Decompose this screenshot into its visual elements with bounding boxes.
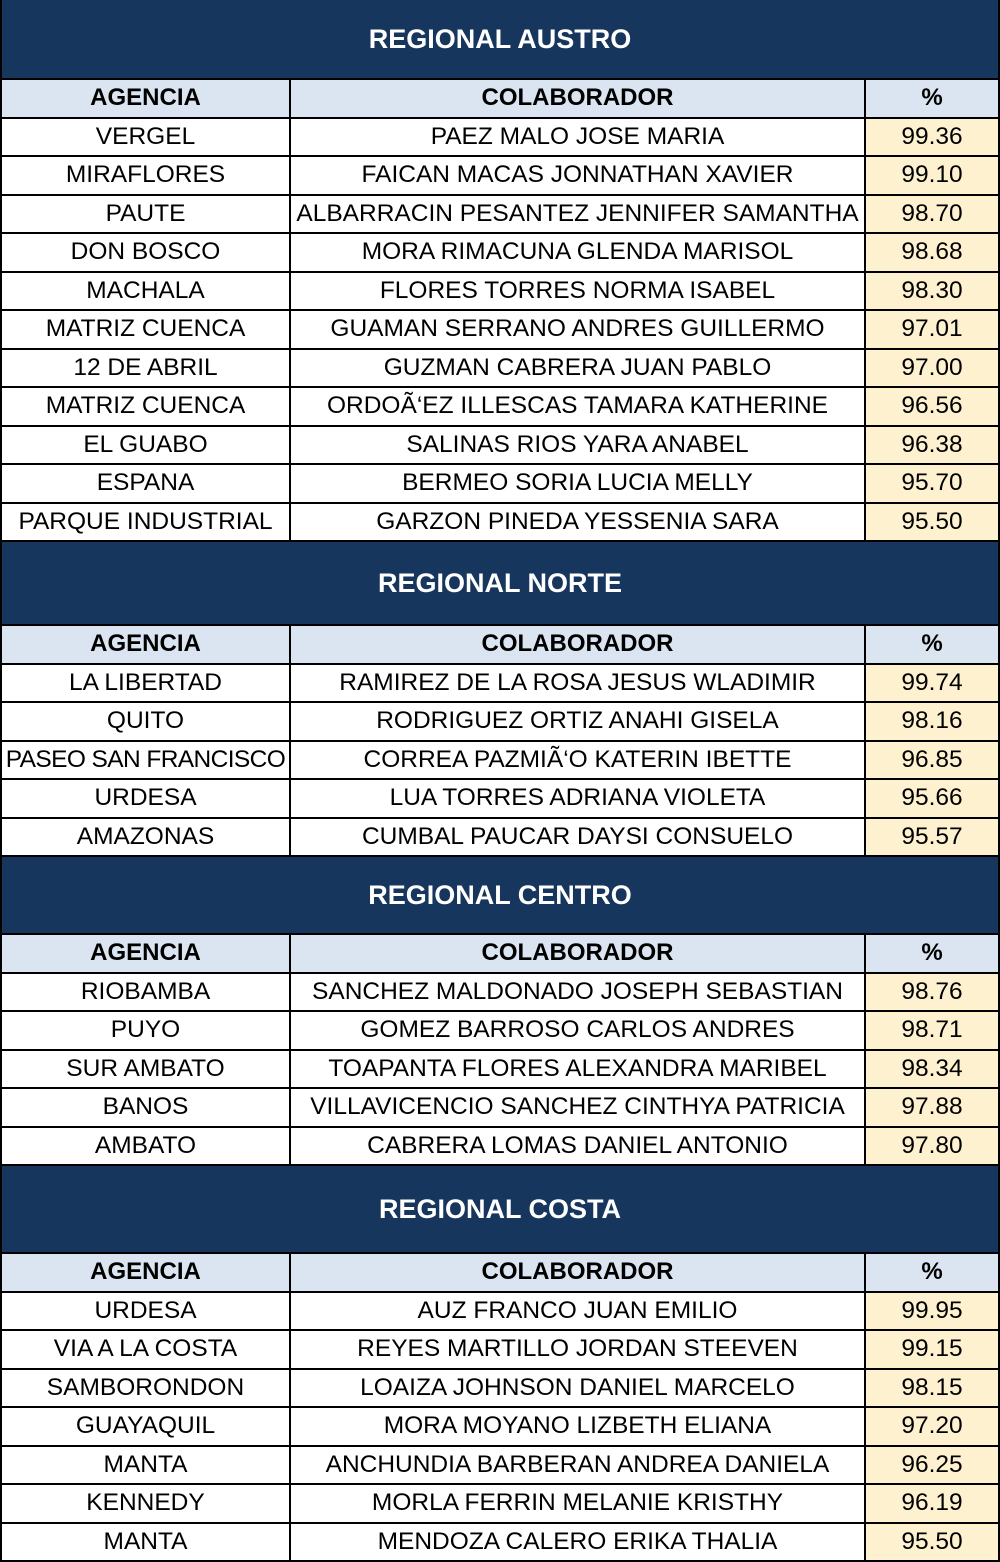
table-row: [2, 1089, 998, 1128]
table-row: [2, 1408, 998, 1447]
colaborador-cell: CUMBAL PAUCAR DAYSI CONSUELO: [291, 819, 866, 856]
agencia-header: AGENCIA: [2, 626, 291, 663]
percent-cell: 95.70: [866, 465, 998, 502]
percent-cell: 95.57: [866, 819, 998, 856]
colaborador-cell: VILLAVICENCIO SANCHEZ CINTHYA PATRICIA: [291, 1089, 866, 1126]
colaborador-cell: GARZON PINEDA YESSENIA SARA: [291, 504, 866, 541]
percent-header: %: [866, 1254, 998, 1291]
table-row: [2, 427, 998, 466]
colaborador-cell: REYES MARTILLO JORDAN STEEVEN: [291, 1331, 866, 1368]
colaborador-cell: AUZ FRANCO JUAN EMILIO: [291, 1293, 866, 1330]
agencia-cell: LA LIBERTAD: [2, 665, 291, 702]
percent-header: %: [866, 626, 998, 663]
table-row: [2, 388, 998, 427]
table-row: [2, 974, 998, 1013]
region-section: [2, 0, 998, 542]
table-header-row: [2, 935, 998, 974]
agencia-cell: DON BOSCO: [2, 234, 291, 271]
agencia-header: AGENCIA: [2, 935, 291, 972]
agencia-cell: PUYO: [2, 1012, 291, 1049]
percent-cell: 96.25: [866, 1447, 998, 1484]
percent-cell: 97.80: [866, 1128, 998, 1165]
colaborador-cell: ORDOÃ‘EZ ILLESCAS TAMARA KATHERINE: [291, 388, 866, 425]
table-row: [2, 703, 998, 742]
table-row: [2, 157, 998, 196]
agencia-cell: EL GUABO: [2, 427, 291, 464]
percent-cell: 99.10: [866, 157, 998, 194]
percent-cell: 96.85: [866, 742, 998, 779]
colaborador-cell: FLORES TORRES NORMA ISABEL: [291, 273, 866, 310]
percent-cell: 96.56: [866, 388, 998, 425]
table-row: [2, 1524, 998, 1562]
colaborador-cell: CABRERA LOMAS DANIEL ANTONIO: [291, 1128, 866, 1165]
percent-cell: 98.34: [866, 1051, 998, 1088]
agencia-cell: RIOBAMBA: [2, 974, 291, 1011]
table-header-row: [2, 1254, 998, 1293]
table-row: [2, 1293, 998, 1332]
agencia-cell: MANTA: [2, 1524, 291, 1561]
colaborador-header: COLABORADOR: [291, 626, 866, 663]
table-row: [2, 1051, 998, 1090]
table-row: [2, 1370, 998, 1409]
agencia-cell: PARQUE INDUSTRIAL: [2, 504, 291, 541]
colaborador-cell: CORREA PAZMIÃ‘O KATERIN IBETTE: [291, 742, 866, 779]
colaborador-cell: RODRIGUEZ ORTIZ ANAHI GISELA: [291, 703, 866, 740]
table-row: [2, 1485, 998, 1524]
agencia-cell: AMBATO: [2, 1128, 291, 1165]
agencia-cell: BANOS: [2, 1089, 291, 1126]
percent-cell: 98.71: [866, 1012, 998, 1049]
agencia-cell: QUITO: [2, 703, 291, 740]
table-row: [2, 196, 998, 235]
agencia-cell: AMAZONAS: [2, 819, 291, 856]
agencia-cell: MATRIZ CUENCA: [2, 311, 291, 348]
region-title: REGIONAL COSTA: [2, 1166, 998, 1254]
percent-cell: 98.16: [866, 703, 998, 740]
colaborador-cell: GUAMAN SERRANO ANDRES GUILLERMO: [291, 311, 866, 348]
colaborador-cell: GOMEZ BARROSO CARLOS ANDRES: [291, 1012, 866, 1049]
percent-cell: 99.36: [866, 119, 998, 156]
percent-cell: 98.15: [866, 1370, 998, 1407]
agencia-cell: MACHALA: [2, 273, 291, 310]
table-header-row: [2, 80, 998, 119]
colaborador-cell: TOAPANTA FLORES ALEXANDRA MARIBEL: [291, 1051, 866, 1088]
colaborador-cell: ALBARRACIN PESANTEZ JENNIFER SAMANTHA: [291, 196, 866, 233]
region-section: [2, 542, 998, 857]
agencia-cell: PAUTE: [2, 196, 291, 233]
percent-cell: 96.19: [866, 1485, 998, 1522]
colaborador-cell: MORA MOYANO LIZBETH ELIANA: [291, 1408, 866, 1445]
agencia-cell: MATRIZ CUENCA: [2, 388, 291, 425]
table-row: [2, 1128, 998, 1167]
table-header-row: [2, 626, 998, 665]
agencia-cell: ESPANA: [2, 465, 291, 502]
colaborador-header: COLABORADOR: [291, 935, 866, 972]
agencia-header: AGENCIA: [2, 1254, 291, 1291]
agencia-cell: MANTA: [2, 1447, 291, 1484]
colaborador-cell: SANCHEZ MALDONADO JOSEPH SEBASTIAN: [291, 974, 866, 1011]
table-row: [2, 819, 998, 858]
colaborador-header: COLABORADOR: [291, 1254, 866, 1291]
percent-cell: 95.66: [866, 780, 998, 817]
agencia-cell: SUR AMBATO: [2, 1051, 291, 1088]
region-section: [2, 1166, 998, 1562]
agencia-cell: GUAYAQUIL: [2, 1408, 291, 1445]
colaborador-cell: RAMIREZ DE LA ROSA JESUS WLADIMIR: [291, 665, 866, 702]
percent-cell: 95.50: [866, 1524, 998, 1561]
table-row: [2, 465, 998, 504]
table-row: [2, 350, 998, 389]
percent-cell: 98.30: [866, 273, 998, 310]
percent-cell: 99.95: [866, 1293, 998, 1330]
percent-cell: 97.00: [866, 350, 998, 387]
colaborador-cell: ANCHUNDIA BARBERAN ANDREA DANIELA: [291, 1447, 866, 1484]
agencia-cell: MIRAFLORES: [2, 157, 291, 194]
percent-cell: 98.70: [866, 196, 998, 233]
colaborador-cell: BERMEO SORIA LUCIA MELLY: [291, 465, 866, 502]
percent-cell: 95.50: [866, 504, 998, 541]
table-row: [2, 665, 998, 704]
region-title: REGIONAL CENTRO: [2, 857, 998, 935]
agencia-cell: 12 DE ABRIL: [2, 350, 291, 387]
table-row: [2, 1012, 998, 1051]
percent-cell: 96.38: [866, 427, 998, 464]
agencia-cell: URDESA: [2, 780, 291, 817]
percent-cell: 97.20: [866, 1408, 998, 1445]
region-title: REGIONAL AUSTRO: [2, 0, 998, 80]
agencia-cell: VERGEL: [2, 119, 291, 156]
agencia-header: AGENCIA: [2, 80, 291, 117]
colaborador-cell: MORA RIMACUNA GLENDA MARISOL: [291, 234, 866, 271]
agencia-cell: URDESA: [2, 1293, 291, 1330]
colaborador-cell: LUA TORRES ADRIANA VIOLETA: [291, 780, 866, 817]
percent-cell: 99.15: [866, 1331, 998, 1368]
percent-header: %: [866, 935, 998, 972]
colaborador-cell: GUZMAN CABRERA JUAN PABLO: [291, 350, 866, 387]
region-title: REGIONAL NORTE: [2, 542, 998, 626]
colaborador-cell: MORLA FERRIN MELANIE KRISTHY: [291, 1485, 866, 1522]
agencia-cell: KENNEDY: [2, 1485, 291, 1522]
agencia-cell: VIA A LA COSTA: [2, 1331, 291, 1368]
colaborador-header: COLABORADOR: [291, 80, 866, 117]
table-row: [2, 504, 998, 543]
percent-header: %: [866, 80, 998, 117]
colaborador-cell: SALINAS RIOS YARA ANABEL: [291, 427, 866, 464]
table-row: [2, 311, 998, 350]
table-row: [2, 119, 998, 158]
percent-cell: 99.74: [866, 665, 998, 702]
percent-cell: 98.68: [866, 234, 998, 271]
table-row: [2, 273, 998, 312]
table-row: [2, 1447, 998, 1486]
agencia-cell: PASEO SAN FRANCISCO: [2, 742, 291, 779]
region-section: [2, 857, 998, 1166]
table-row: [2, 1331, 998, 1370]
percent-cell: 97.88: [866, 1089, 998, 1126]
colaborador-cell: LOAIZA JOHNSON DANIEL MARCELO: [291, 1370, 866, 1407]
colaborador-cell: MENDOZA CALERO ERIKA THALIA: [291, 1524, 866, 1561]
table-row: [2, 742, 998, 781]
agencia-cell: SAMBORONDON: [2, 1370, 291, 1407]
colaborador-cell: PAEZ MALO JOSE MARIA: [291, 119, 866, 156]
percent-cell: 98.76: [866, 974, 998, 1011]
colaborador-cell: FAICAN MACAS JONNATHAN XAVIER: [291, 157, 866, 194]
percent-cell: 97.01: [866, 311, 998, 348]
table-row: [2, 780, 998, 819]
table-row: [2, 234, 998, 273]
